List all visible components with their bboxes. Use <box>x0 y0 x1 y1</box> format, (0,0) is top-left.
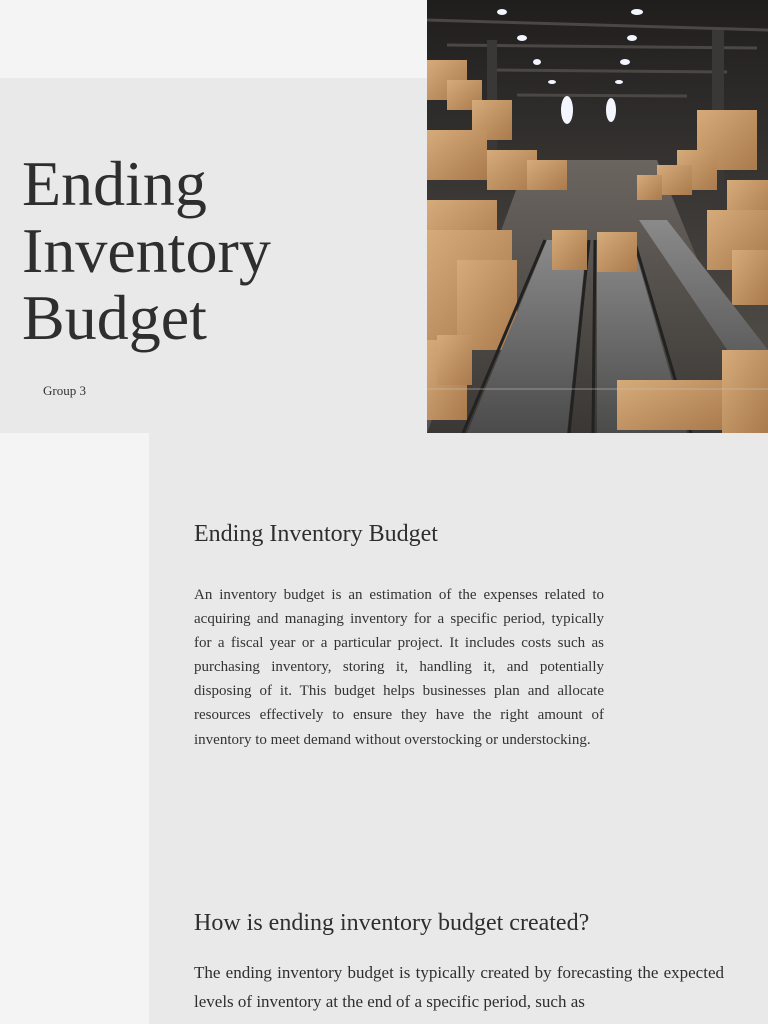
section-heading: Ending Inventory Budget <box>194 521 438 547</box>
section-heading-2: How is ending inventory budget created? <box>194 910 590 936</box>
warehouse-illustration <box>427 0 768 433</box>
group-label: Group 3 <box>43 383 86 398</box>
page-title: Ending Inventory Budget <box>22 148 271 353</box>
warehouse-photo <box>427 0 768 433</box>
section-body: An inventory budget is an estimation of the expenses related to acquiring and managing inventory for a specific period, typically for a fiscal year or a particular project. It includes costs such as purchasing inventory, storing it, handling it, and potentially disposing of it. This budget helps businesses plan and allocate resources effectively to ensure they have the right amount of inventory to meet demand without overstocking or understocking. <box>194 587 604 748</box>
section-body-2: The ending inventory budget is typically created by forecasting the expected levels of inventory at the end of a specific period, such as <box>194 963 724 1011</box>
